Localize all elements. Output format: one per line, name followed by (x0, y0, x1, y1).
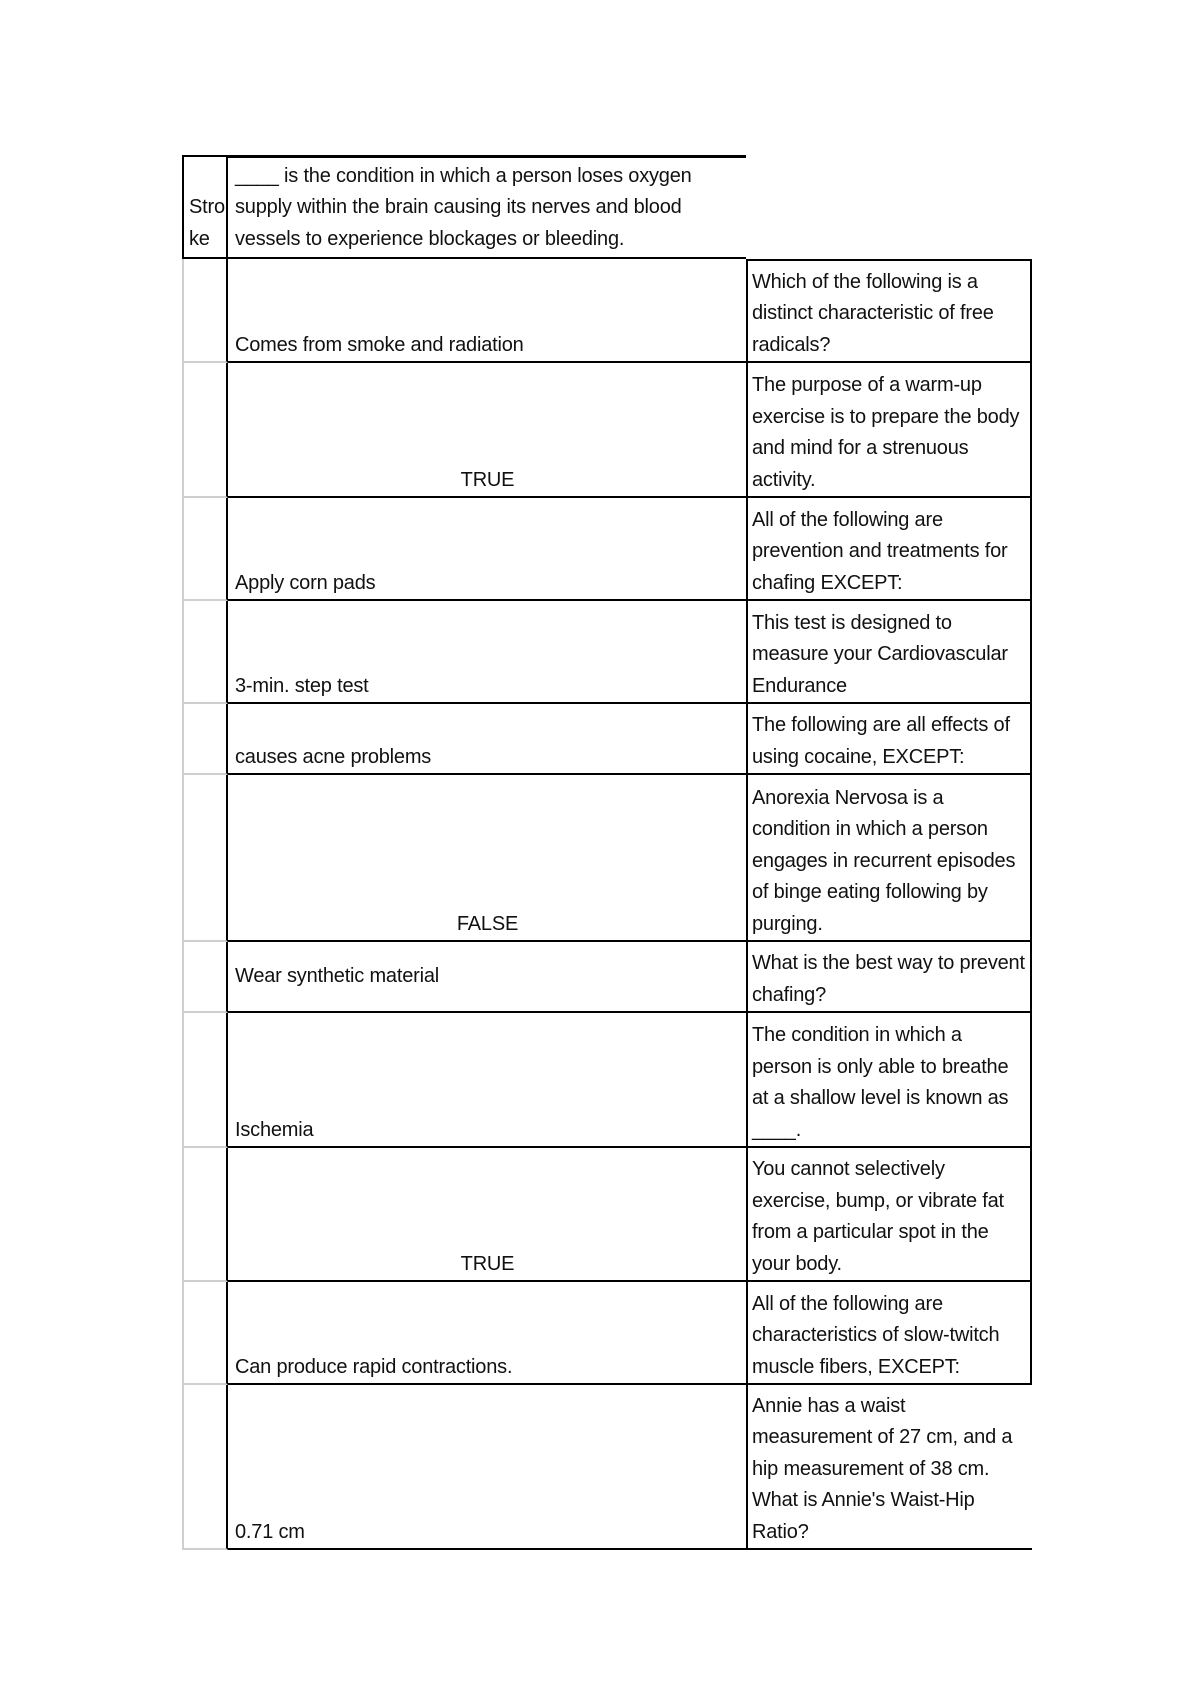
question-cell (746, 1385, 1032, 1550)
answer-text: Apply corn pads (235, 571, 376, 594)
row-gutter (182, 1013, 228, 1148)
answer-text: 3-min. step test (235, 674, 369, 697)
question-text: This test is designed to measure your Cardiovascular Endurance (752, 611, 1008, 697)
answer-text: Can produce rapid contractions. (235, 1355, 513, 1378)
row-gutter (182, 1148, 228, 1282)
question-cell (746, 942, 1032, 1013)
answer-text: Ischemia (235, 1118, 314, 1141)
question-text: Annie has a waist measurement of 27 cm, and a hip measurement of 38 cm. What is Annie's Waist-Hip Ratio? (752, 1394, 1013, 1543)
question-text: You cannot selectively exercise, bump, or vibrate fat from a particular spot in the your body. (752, 1158, 1004, 1275)
question-text: The purpose of a warm-up exercise is to prepare the body and mind for a strenuous activity. (752, 374, 1020, 491)
question-text: Which of the following is a distinct characteristic of free radicals? (752, 270, 994, 356)
answer-cell (228, 775, 746, 942)
row-gutter (182, 1385, 228, 1550)
row-gutter (182, 601, 228, 704)
answer-cell (228, 363, 746, 498)
answer-cell (228, 1385, 746, 1550)
answer-cell (228, 498, 746, 601)
definition-cell (228, 155, 746, 259)
definition-text: ____ is the condition in which a person loses oxygen supply within the brain causing its nerves and blood vessels to experience blockages or bleeding. (235, 164, 692, 250)
answer-text: Comes from smoke and radiation (235, 333, 524, 356)
row-gutter (182, 704, 228, 775)
answer-cell (228, 704, 746, 775)
answer-cell (228, 259, 746, 363)
answer-text: causes acne problems (235, 745, 432, 768)
answer-cell (228, 942, 746, 1013)
question-cell (746, 1148, 1032, 1282)
question-cell (746, 601, 1032, 704)
answer-cell (228, 1282, 746, 1385)
question-text: The following are all effects of using cocaine, EXCEPT: (752, 714, 1010, 768)
answer-text: TRUE (460, 468, 515, 491)
answer-text: FALSE (456, 912, 519, 935)
answer-cell (228, 1013, 746, 1148)
question-cell (746, 775, 1032, 942)
row-gutter (182, 942, 228, 1013)
question-cell (746, 363, 1032, 498)
question-text: All of the following are prevention and treatments for chafing EXCEPT: (752, 508, 1008, 594)
answer-text: 0.71 cm (235, 1520, 305, 1543)
question-cell (746, 259, 1032, 363)
term-line-1: Stro (189, 196, 225, 218)
row-gutter (182, 363, 228, 498)
question-text: The condition in which a person is only able to breathe at a shallow level is known as ____. (752, 1024, 1009, 1141)
question-text: Anorexia Nervosa is a condition in which a person engages in recurrent episodes of binge eating following by purging. (752, 786, 1016, 935)
answer-cell (228, 1148, 746, 1282)
answer-cell (228, 601, 746, 704)
answer-text: Wear synthetic material (235, 964, 439, 987)
question-text: All of the following are characteristics of slow-twitch muscle fibers, EXCEPT: (752, 1292, 1000, 1378)
question-cell (746, 704, 1032, 775)
row-gutter (182, 498, 228, 601)
question-cell (746, 498, 1032, 601)
question-cell (746, 1013, 1032, 1148)
row-gutter (182, 259, 228, 363)
row-gutter (182, 775, 228, 942)
term-cell (182, 155, 228, 259)
question-text: What is the best way to prevent chafing? (752, 952, 1025, 1006)
term-text (189, 192, 225, 255)
answer-text: TRUE (460, 1252, 515, 1275)
term-line-2: ke (189, 227, 210, 250)
question-cell (746, 1282, 1032, 1385)
row-gutter (182, 1282, 228, 1385)
